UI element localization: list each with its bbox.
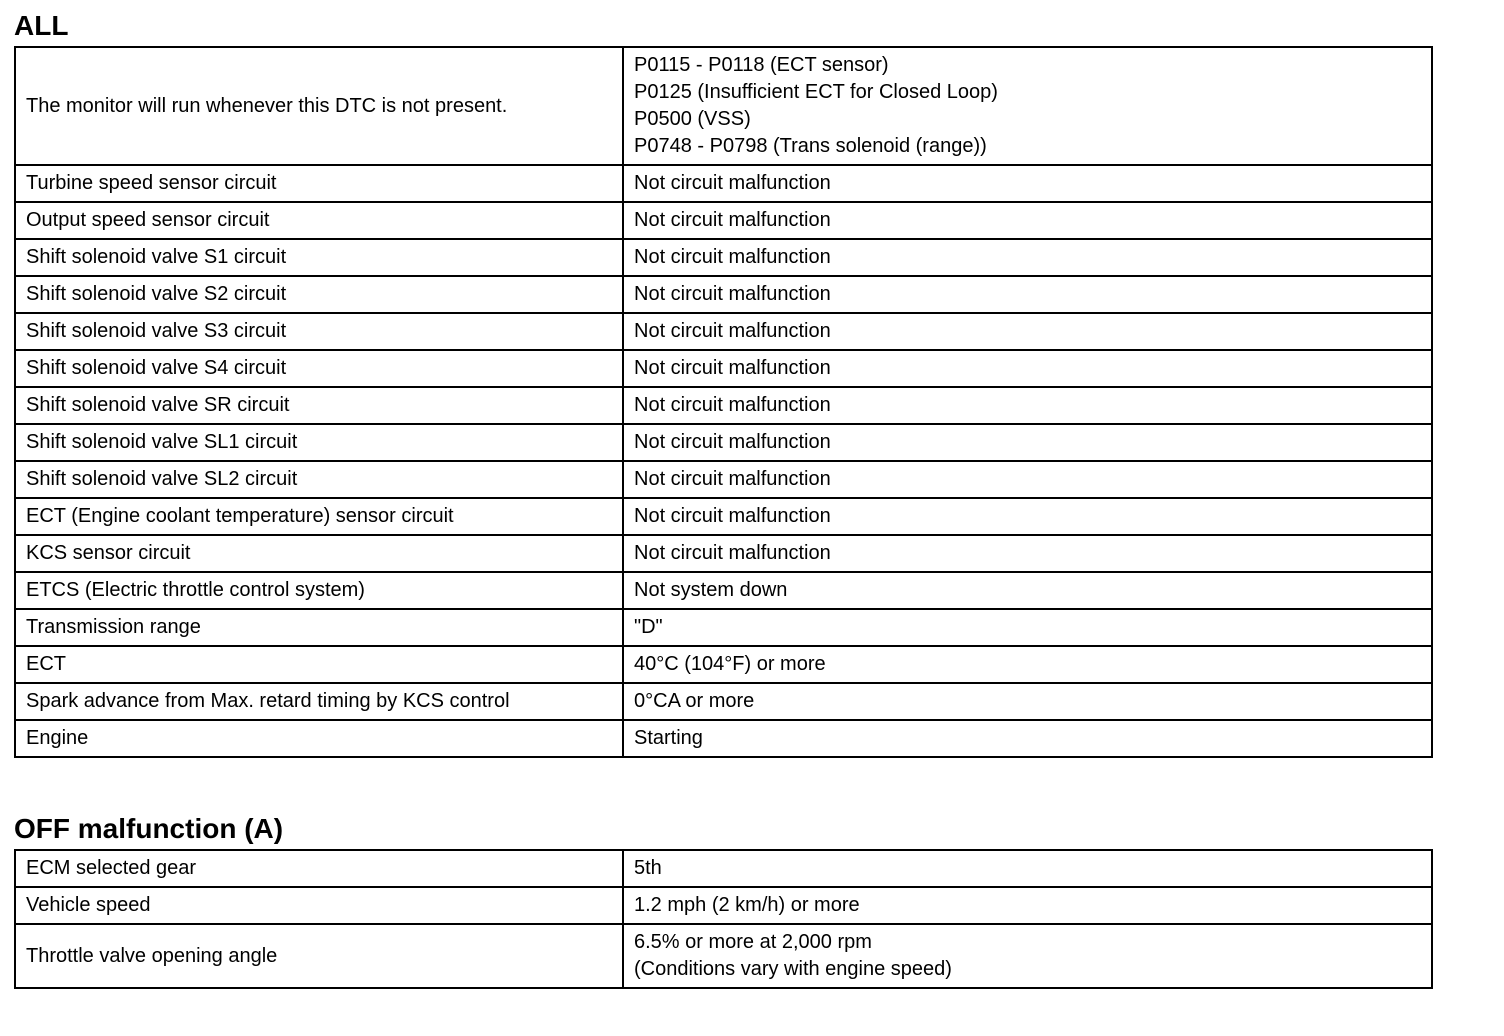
condition-cell: Turbine speed sensor circuit xyxy=(15,165,623,202)
condition-cell: ECT (Engine coolant temperature) sensor circuit xyxy=(15,498,623,535)
value-cell xyxy=(623,924,1432,988)
value-cell xyxy=(623,387,1432,424)
value-cell xyxy=(623,313,1432,350)
table-row xyxy=(15,572,1432,609)
value-cell xyxy=(623,165,1432,202)
value-line: Not circuit malfunction xyxy=(634,172,831,194)
condition-cell: The monitor will run whenever this DTC is not present. xyxy=(15,47,623,165)
value-line: Not circuit malfunction xyxy=(634,320,831,342)
condition-cell: ECM selected gear xyxy=(15,850,623,887)
value-line: P0125 (Insufficient ECT for Closed Loop) xyxy=(634,81,998,103)
value-cell xyxy=(623,720,1432,757)
value-cell xyxy=(623,887,1432,924)
condition-cell: Shift solenoid valve S4 circuit xyxy=(15,350,623,387)
value-cell xyxy=(623,47,1432,165)
table-row xyxy=(15,498,1432,535)
conditions-table-all xyxy=(14,46,1433,758)
table-row xyxy=(15,461,1432,498)
condition-cell: Shift solenoid valve SL1 circuit xyxy=(15,424,623,461)
value-line: (Conditions vary with engine speed) xyxy=(634,958,952,980)
condition-cell: Engine xyxy=(15,720,623,757)
value-line: Not circuit malfunction xyxy=(634,542,831,564)
value-cell xyxy=(623,461,1432,498)
section-title-off-malfunction: OFF malfunction (A) xyxy=(14,813,284,844)
value-cell xyxy=(623,239,1432,276)
value-line: 5th xyxy=(634,857,662,879)
condition-cell: Shift solenoid valve S1 circuit xyxy=(15,239,623,276)
value-line: 1.2 mph (2 km/h) or more xyxy=(634,894,860,916)
value-line: Not circuit malfunction xyxy=(634,246,831,268)
value-cell xyxy=(623,202,1432,239)
value-line: 40°C (104°F) or more xyxy=(634,653,826,675)
value-line: Not circuit malfunction xyxy=(634,283,831,305)
table-row xyxy=(15,683,1432,720)
condition-cell: Transmission range xyxy=(15,609,623,646)
value-cell xyxy=(623,683,1432,720)
table-row xyxy=(15,313,1432,350)
value-line: Not system down xyxy=(634,579,788,601)
table-row xyxy=(15,165,1432,202)
value-line: P0115 - P0118 (ECT sensor) xyxy=(634,54,889,76)
condition-cell: Shift solenoid valve S2 circuit xyxy=(15,276,623,313)
table-row xyxy=(15,887,1432,924)
condition-cell: ECT xyxy=(15,646,623,683)
section-title-all: ALL xyxy=(14,10,69,41)
value-line: P0500 (VSS) xyxy=(634,108,751,130)
condition-cell: Spark advance from Max. retard timing by KCS control xyxy=(15,683,623,720)
value-line: 6.5% or more at 2,000 rpm xyxy=(634,931,872,953)
table-row xyxy=(15,609,1432,646)
value-line: Not circuit malfunction xyxy=(634,505,831,527)
value-cell xyxy=(623,498,1432,535)
value-line: 0°CA or more xyxy=(634,690,755,712)
table-row xyxy=(15,276,1432,313)
table-row xyxy=(15,646,1432,683)
table-row xyxy=(15,424,1432,461)
condition-cell: Shift solenoid valve SR circuit xyxy=(15,387,623,424)
value-cell xyxy=(623,572,1432,609)
value-line: Not circuit malfunction xyxy=(634,431,831,453)
value-line: Not circuit malfunction xyxy=(634,468,831,490)
table-row xyxy=(15,47,1432,165)
value-line: P0748 - P0798 (Trans solenoid (range)) xyxy=(634,135,987,157)
table-row xyxy=(15,239,1432,276)
value-line: Not circuit malfunction xyxy=(634,209,831,231)
conditions-table-off-malfunction xyxy=(14,849,1433,989)
condition-cell: KCS sensor circuit xyxy=(15,535,623,572)
value-cell xyxy=(623,609,1432,646)
value-cell xyxy=(623,646,1432,683)
table-row xyxy=(15,387,1432,424)
table-row xyxy=(15,720,1432,757)
table-row xyxy=(15,535,1432,572)
condition-cell: Shift solenoid valve SL2 circuit xyxy=(15,461,623,498)
table-row xyxy=(15,924,1432,988)
value-line: Not circuit malfunction xyxy=(634,357,831,379)
value-cell xyxy=(623,350,1432,387)
value-cell xyxy=(623,424,1432,461)
condition-cell: Vehicle speed xyxy=(15,887,623,924)
condition-cell: Output speed sensor circuit xyxy=(15,202,623,239)
condition-cell: ETCS (Electric throttle control system) xyxy=(15,572,623,609)
value-cell xyxy=(623,850,1432,887)
value-cell xyxy=(623,535,1432,572)
value-line: "D" xyxy=(634,616,663,638)
value-line: Starting xyxy=(634,727,703,749)
condition-cell: Throttle valve opening angle xyxy=(15,924,623,988)
condition-cell: Shift solenoid valve S3 circuit xyxy=(15,313,623,350)
table-row xyxy=(15,202,1432,239)
value-line: Not circuit malfunction xyxy=(634,394,831,416)
value-cell xyxy=(623,276,1432,313)
table-row xyxy=(15,350,1432,387)
table-row xyxy=(15,850,1432,887)
